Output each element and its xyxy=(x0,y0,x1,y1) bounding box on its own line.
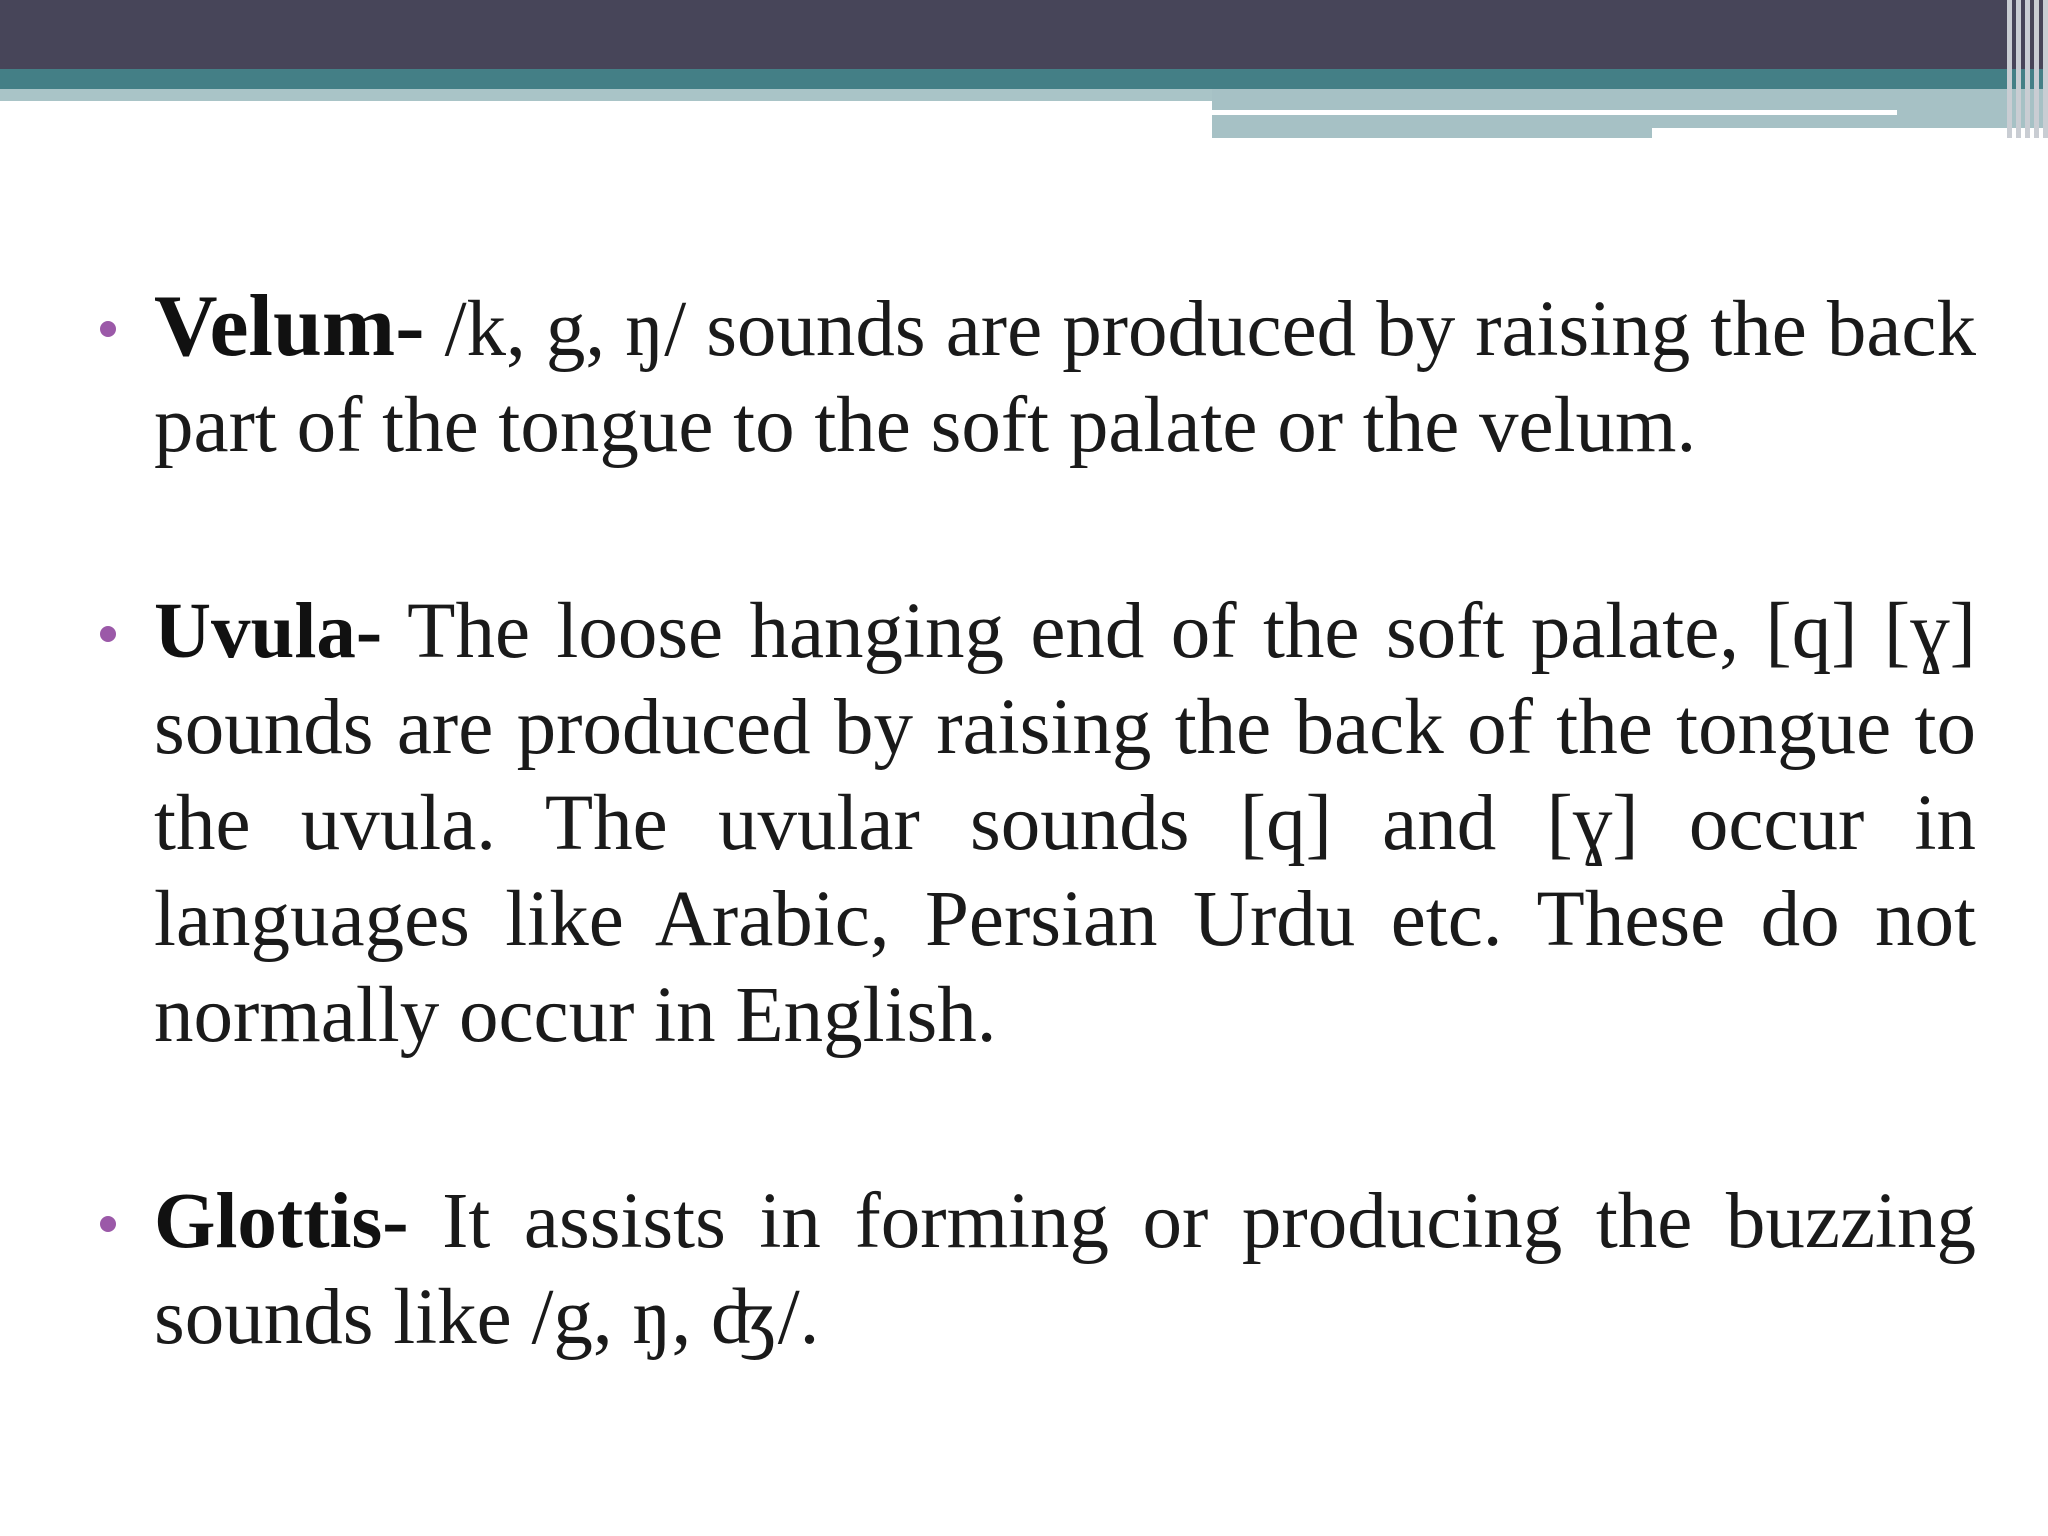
header-light-band-left xyxy=(0,89,1212,101)
header-right-stripes xyxy=(2000,0,2048,138)
header-notch xyxy=(1652,128,2048,140)
header-thin-line xyxy=(1212,110,1897,115)
stripe xyxy=(2043,0,2048,138)
bullet-dot-icon xyxy=(100,1216,116,1232)
bullet-text: /k, g, ŋ/ sounds are produced by raising the back part of the tongue to the soft palate or the velum. xyxy=(154,286,1976,469)
stripe xyxy=(2034,0,2039,138)
stripe xyxy=(2016,0,2021,138)
bullet-item-uvula xyxy=(96,584,1976,1064)
bullet-text: The loose hanging end of the soft palate, [q] [ɣ] sounds are produced by raising the back of the tongue to the uvula. The uvular sounds [q] and [ɣ] occur in languages like Arabic, Persian Urdu etc. These do not normally occur in English. xyxy=(154,588,1976,1059)
header-teal-band xyxy=(0,69,2048,89)
bullet-term: Uvula- xyxy=(154,588,383,675)
bullet-list xyxy=(96,200,1976,1366)
stripe xyxy=(2025,0,2030,138)
bullet-term: Glottis- xyxy=(154,1178,409,1265)
bullet-dot-icon xyxy=(100,626,116,642)
bullet-item-velum xyxy=(96,279,1976,474)
bullet-term: Velum- xyxy=(154,278,425,375)
bullet-text: It assists in forming or producing the buzzing sounds like /g, ŋ, ʤ/. xyxy=(154,1178,1976,1361)
stripe xyxy=(2007,0,2012,138)
bullet-dot-icon xyxy=(100,321,116,337)
header-dark-band xyxy=(0,0,2048,69)
bullet-item-glottis xyxy=(96,1174,1976,1366)
